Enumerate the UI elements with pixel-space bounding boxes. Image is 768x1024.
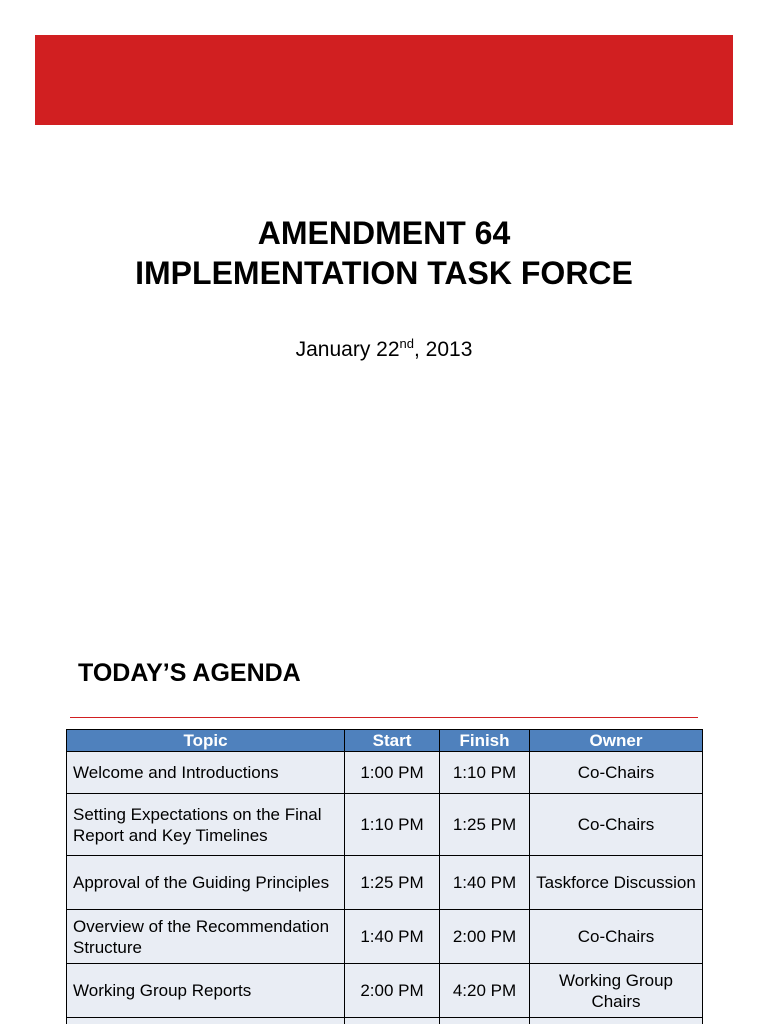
table-row <box>67 794 703 856</box>
cell-topic: Approval of the Guiding Principles <box>67 856 345 910</box>
cell-start: 1:00 PM <box>345 752 440 794</box>
cell-owner: Taskforce Discussion <box>530 856 703 910</box>
red-banner <box>35 35 733 125</box>
table-row <box>67 964 703 1018</box>
cell-owner: Co-Chairs <box>530 794 703 856</box>
table-row-partial <box>67 1018 703 1024</box>
column-header-finish: Finish <box>440 730 530 752</box>
table-row <box>67 856 703 910</box>
agenda-table <box>66 729 703 1024</box>
date-ordinal-suffix: nd <box>399 336 414 351</box>
cell-finish: 4:20 PM <box>440 964 530 1018</box>
cell-start: 1:25 PM <box>345 856 440 910</box>
cell-topic: Overview of the Recommendation Structure <box>67 910 345 964</box>
title-block <box>0 213 768 293</box>
title-line-2: IMPLEMENTATION TASK FORCE <box>135 255 633 291</box>
cell-start: 1:10 PM <box>345 794 440 856</box>
cell-owner: Co-Chairs <box>530 752 703 794</box>
cell-finish: 1:10 PM <box>440 752 530 794</box>
cell-topic: Setting Expectations on the Final Report and Key Timelines <box>67 794 345 856</box>
agenda-divider <box>70 717 698 718</box>
cell-topic: Working Group Reports <box>67 964 345 1018</box>
column-header-owner: Owner <box>530 730 703 752</box>
agenda-heading: TODAY’S AGENDA <box>78 659 301 687</box>
cell-start: 1:40 PM <box>345 910 440 964</box>
cell-start: 2:00 PM <box>345 964 440 1018</box>
title-line-1: AMENDMENT 64 <box>257 215 511 251</box>
table-row <box>67 910 703 964</box>
date-year: , 2013 <box>413 338 473 361</box>
table-row <box>67 752 703 794</box>
cell-finish: 1:40 PM <box>440 856 530 910</box>
table-header-row <box>67 730 703 752</box>
cell-topic: Welcome and Introductions <box>67 752 345 794</box>
column-header-start: Start <box>345 730 440 752</box>
meeting-date <box>0 336 768 364</box>
cell-owner: Working Group Chairs <box>530 964 703 1018</box>
cell-finish: 2:00 PM <box>440 910 530 964</box>
cell-owner: Co-Chairs <box>530 910 703 964</box>
column-header-topic: Topic <box>67 730 345 752</box>
cell-finish: 1:25 PM <box>440 794 530 856</box>
date-month-day: January 22 <box>295 338 400 361</box>
